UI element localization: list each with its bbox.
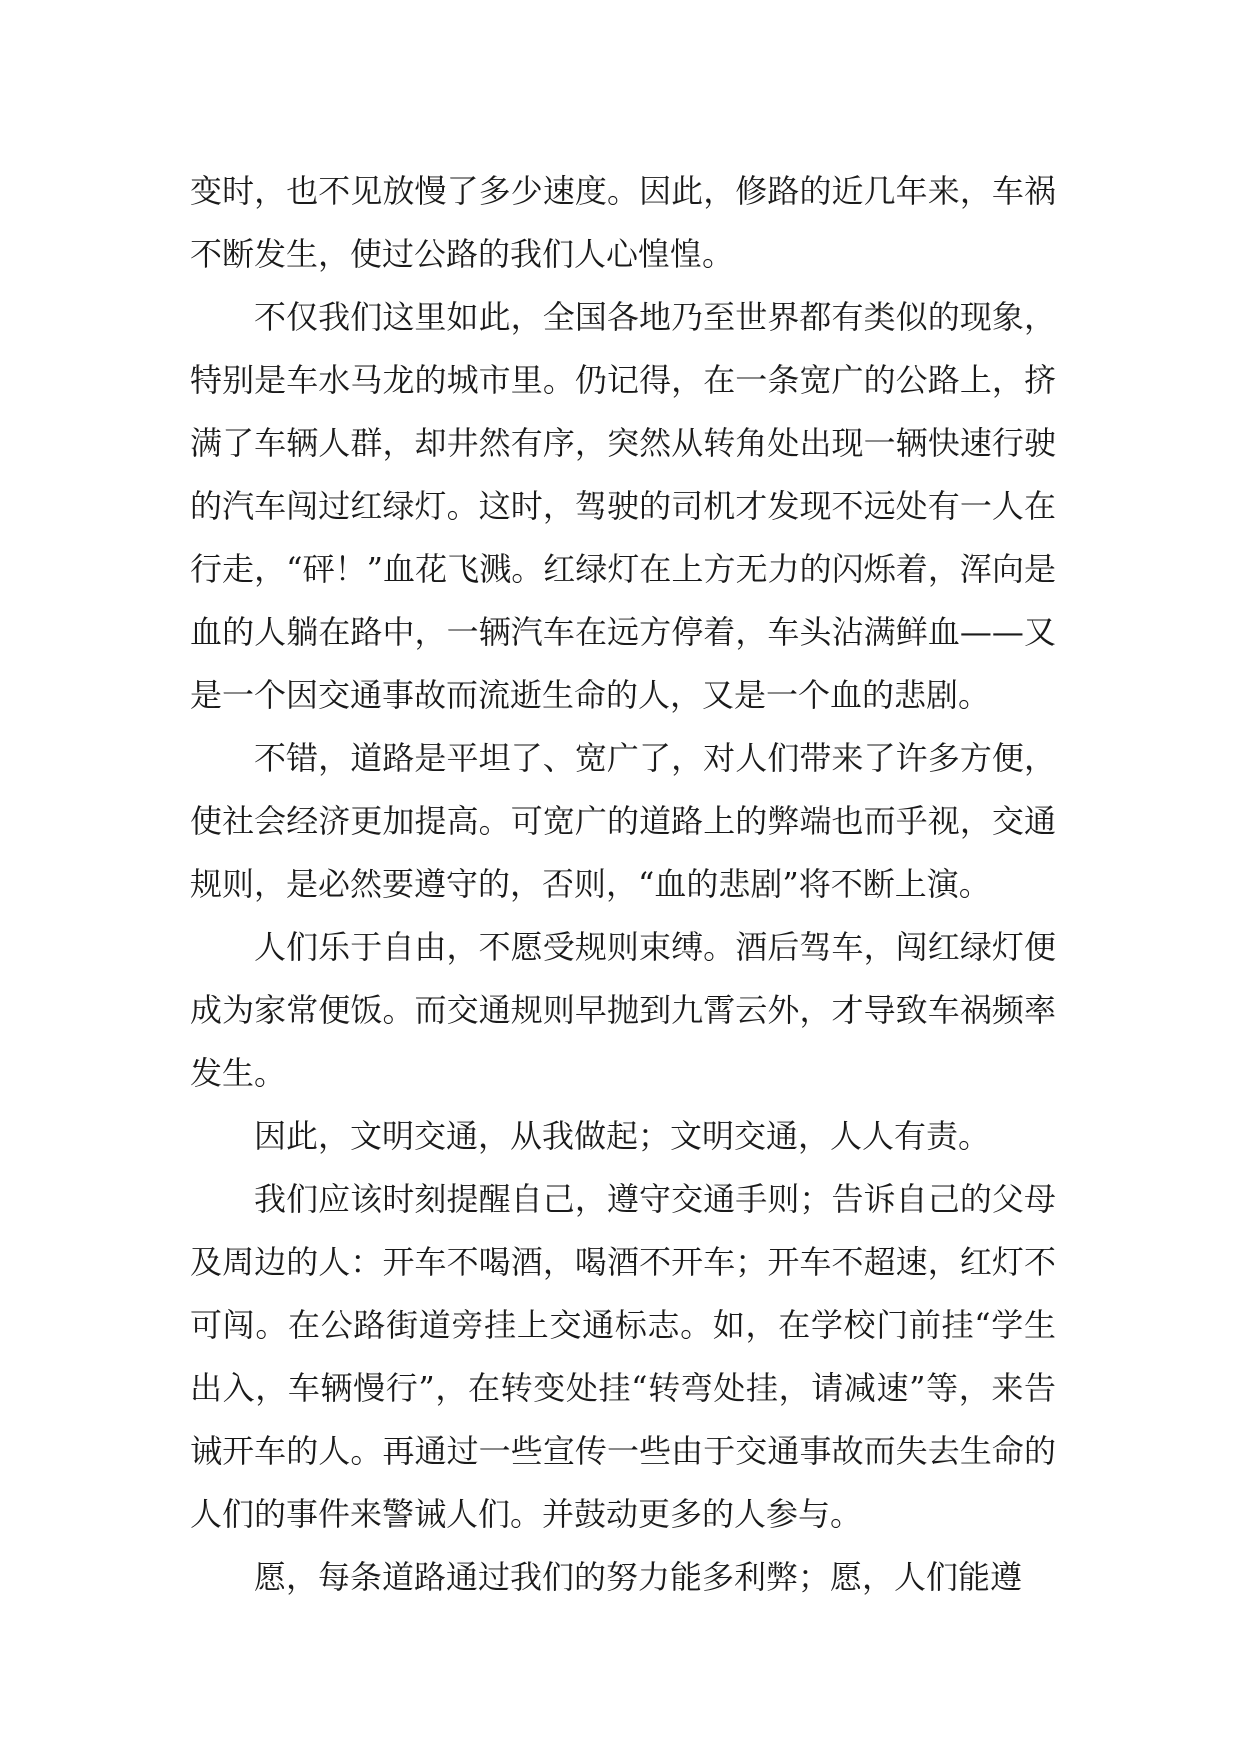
paragraph-accident-story: 不仅我们这里如此，全国各地乃至世界都有类似的现象，特别是车水马龙的城市里。仍记得，在一条宽广的公路上，挤满了车辆人群，却井然有序，突然从转角处出现一辆快速行驶的汽车闯过红绿灯。这时，驾驶的司机才发现不远处有一人在行走，“砰！”血花飞溅。红绿灯在上方无力的闪烁着，浑向是血的人躺在路中，一辆汽车在远方停着，车头沾满鲜血——又是一个因交通事故而流逝生命的人，又是一个血的悲剧。 [190, 298, 1056, 714]
paragraph-continued: 变时，也不见放慢了多少速度。因此，修路的近几年来，车祸不断发生，使过公路的我们人心惶惶。 [190, 172, 1056, 273]
paragraph-wish: 愿，每条道路通过我们的努力能多利弊；愿，人们能遵 [254, 1558, 1023, 1596]
paragraph-actions: 我们应该时刻提醒自己，遵守交通手则；告诉自己的父母及周边的人：开车不喝酒，喝酒不开车；开车不超速，红灯不可闯。在公路街道旁挂上交通标志。如，在学校门前挂“学生出入，车辆慢行”，在转变处挂“转弯处挂，请减速”等，来告诫开车的人。再通过一些宣传一些由于交通事故而失去生命的人们的事件来警诫人们。并鼓动更多的人参与。 [190, 1180, 1056, 1533]
paragraph-freedom: 人们乐于自由，不愿受规则束缚。酒后驾车，闯红绿灯便成为家常便饭。而交通规则早抛到九霄云外，才导致车祸频率发生。 [190, 928, 1056, 1092]
document-body [190, 160, 1056, 1609]
paragraph-road-convenience: 不错，道路是平坦了、宽广了，对人们带来了许多方便，使社会经济更加提高。可宽广的道路上的弊端也而乎视，交通规则，是必然要遵守的，否则，“血的悲剧”将不断上演。 [190, 739, 1056, 903]
paragraph-civilized-traffic: 因此，文明交通，从我做起；文明交通，人人有责。 [254, 1117, 991, 1155]
